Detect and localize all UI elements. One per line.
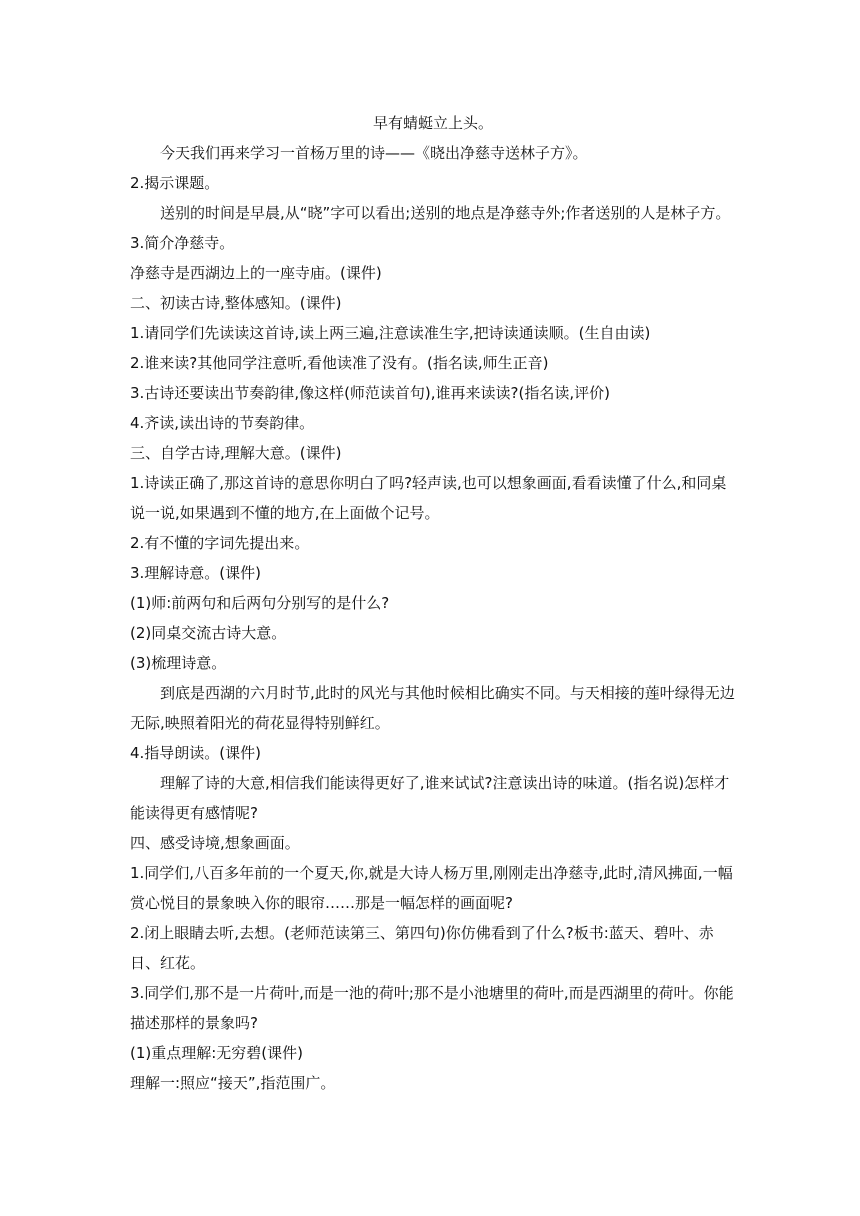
paragraph: 今天我们再来学习一首杨万里的诗——《晓出净慈寺送林子方》。 [160, 144, 588, 162]
paragraph: 到底是西湖的六月时节,此时的风光与其他时候相比确实不同。与天相接的莲叶绿得无边无际,映照着阳光的荷花显得特别鲜红。 [130, 684, 735, 732]
section-heading: 2.揭示课题。 [130, 174, 220, 192]
section-heading: 四、感受诗境,想象画面。 [130, 834, 300, 852]
section-heading: 二、初读古诗,整体感知。(课件) [130, 294, 342, 312]
paragraph: 净慈寺是西湖边上的一座寺庙。(课件) [130, 264, 382, 282]
sub-item: (3)梳理诗意。 [130, 654, 227, 672]
list-item: 3.理解诗意。(课件) [130, 564, 262, 582]
sub-item: (2)同桌交流古诗大意。 [130, 624, 287, 642]
list-item: 3.古诗还要读出节奏韵律,像这样(师范读首句),谁再来读读?(指名读,评价) [130, 384, 610, 402]
list-item: 1.诗读正确了,那这首诗的意思你明白了吗?轻声读,也可以想象画面,看看读懂了什么,和同桌说一说,如果遇到不懂的地方,在上面做个记号。 [130, 474, 727, 522]
document-body [130, 108, 736, 1098]
section-heading: 三、自学古诗,理解大意。(课件) [130, 444, 342, 462]
list-item: 4.指导朗读。(课件) [130, 744, 262, 762]
paragraph: 理解一:照应“接天”,指范围广。 [130, 1074, 336, 1092]
list-item: 2.有不懂的字词先提出来。 [130, 534, 310, 552]
poem-line: 早有蜻蜓立上头。 [372, 114, 493, 132]
list-item: 4.齐读,读出诗的节奏韵律。 [130, 414, 315, 432]
sub-item: (1)重点理解:无穷碧(课件) [130, 1044, 304, 1062]
list-item: 3.同学们,那不是一片荷叶,而是一池的荷叶;那不是小池塘里的荷叶,而是西湖里的荷叶。你能描述那样的景象吗? [130, 984, 734, 1032]
list-item: 1.同学们,八百多年前的一个夏天,你,就是大诗人杨万里,刚刚走出净慈寺,此时,清风拂面,一幅赏心悦目的景象映入你的眼帘……那是一幅怎样的画面呢? [130, 864, 733, 912]
section-heading: 3.简介净慈寺。 [130, 234, 235, 252]
list-item: 2.闭上眼睛去听,去想。(老师范读第三、第四句)你仿佛看到了什么?板书:蓝天、碧叶、赤日、红花。 [130, 924, 714, 972]
list-item: 1.请同学们先读读这首诗,读上两三遍,注意读准生字,把诗读通读顺。(生自由读) [130, 324, 651, 342]
paragraph: 理解了诗的大意,相信我们能读得更好了,谁来试试?注意读出诗的味道。(指名说)怎样才能读得更有感情呢? [130, 774, 730, 822]
list-item: 2.谁来读?其他同学注意听,看他读准了没有。(指名读,师生正音) [130, 354, 549, 372]
paragraph: 送别的时间是早晨,从“晓”字可以看出;送别的地点是净慈寺外;作者送别的人是林子方。 [160, 204, 731, 222]
sub-item: (1)师:前两句和后两句分别写的是什么? [130, 594, 390, 612]
